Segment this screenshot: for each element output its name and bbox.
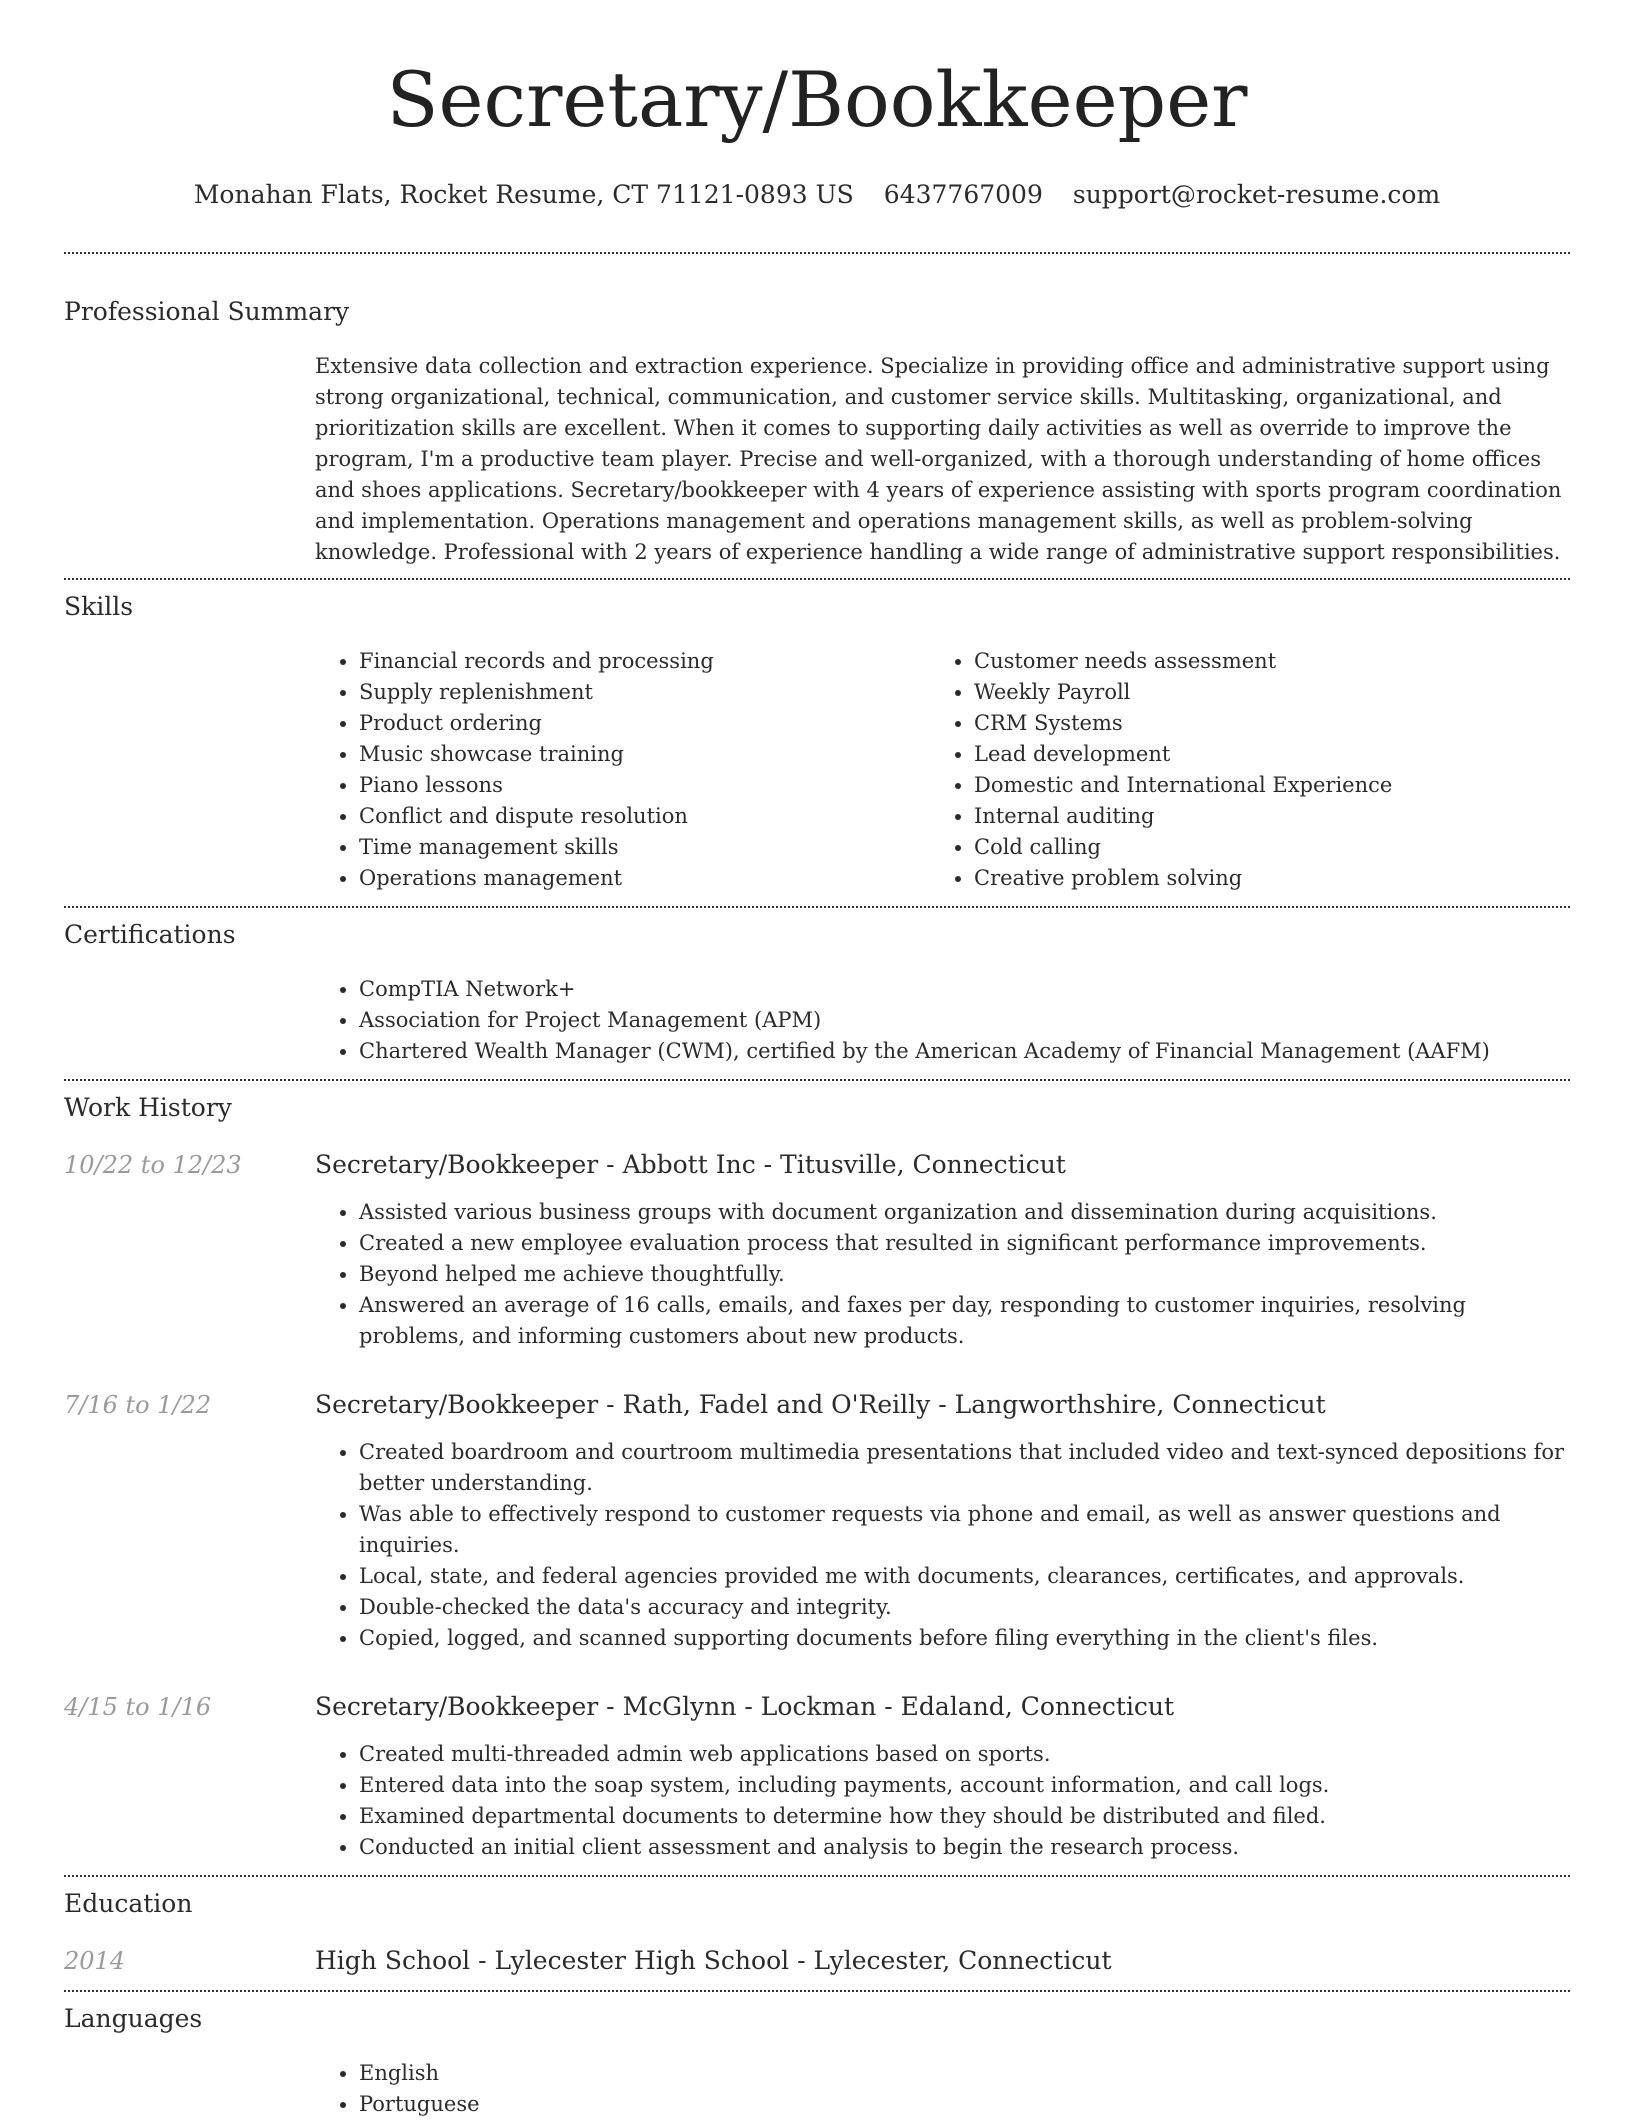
contact-line <box>64 178 1570 212</box>
list-item: • Conflict and dispute resolution <box>359 801 930 832</box>
job-bullet-list <box>315 1197 1570 1352</box>
list-item: • Double-checked the data's accuracy and integrity. <box>359 1592 1570 1623</box>
section-title-skills: Skills <box>64 592 134 621</box>
job-header <box>64 1690 1570 1724</box>
list-item: • Domestic and International Experience <box>974 770 1545 801</box>
divider <box>64 252 1570 254</box>
list-item: • CRM Systems <box>974 708 1545 739</box>
list-item: • Entered data into the soap system, including payments, account information, and call logs. <box>359 1770 1570 1801</box>
skills-list-left <box>315 646 930 894</box>
job-header <box>64 1148 1570 1182</box>
contact-email: support@rocket-resume.com <box>1072 180 1441 209</box>
job-bullets <box>315 1437 1570 1654</box>
contact-phone: 6437767009 <box>883 180 1043 209</box>
contact-address: Monahan Flats, Rocket Resume, CT 71121-0893 US <box>193 180 854 209</box>
job-bullet-list <box>315 1437 1570 1654</box>
divider <box>64 906 1570 908</box>
languages-section <box>315 2058 1570 2120</box>
job-bullets <box>315 1739 1570 1863</box>
job-title: Secretary/Bookkeeper - Rath, Fadel and O'Reilly - Langworthshire, Connecticut <box>315 1390 1326 1419</box>
list-item: • English <box>359 2058 1570 2089</box>
resume-header <box>64 0 1570 212</box>
list-item: • Conducted an initial client assessment and analysis to begin the research process. <box>359 1832 1570 1863</box>
divider <box>64 1875 1570 1877</box>
job-entry <box>64 1690 1570 1863</box>
list-item: • Portuguese <box>359 2089 1570 2120</box>
list-item: • Customer needs assessment <box>974 646 1545 677</box>
section-title-work-history: Work History <box>64 1093 232 1122</box>
job-header <box>64 1388 1570 1422</box>
list-item: • Copied, logged, and scanned supporting documents before filing everything in the client's files. <box>359 1623 1570 1654</box>
list-item: • Association for Project Management (APM) <box>359 1005 1570 1036</box>
section-title-summary: Professional Summary <box>64 297 350 326</box>
education-entry <box>64 1944 1570 1978</box>
list-item: • Financial records and processing <box>359 646 930 677</box>
job-dates: 10/22 to 12/23 <box>64 1151 242 1179</box>
list-item: • Creative problem solving <box>974 863 1545 894</box>
languages-list <box>315 2058 1570 2120</box>
education-date: 2014 <box>64 1947 126 1975</box>
list-item: • Operations management <box>359 863 930 894</box>
list-item: • Created a new employee evaluation process that resulted in significant performance improvements. <box>359 1228 1570 1259</box>
divider <box>64 1079 1570 1081</box>
job-title: Secretary/Bookkeeper - McGlynn - Lockman - Edaland, Connecticut <box>315 1692 1175 1721</box>
divider <box>64 578 1570 580</box>
section-title-languages: Languages <box>64 2004 203 2033</box>
list-item: • Created boardroom and courtroom multimedia presentations that included video and text-synced depositions for better understanding. <box>359 1437 1570 1499</box>
job-entry <box>64 1148 1570 1352</box>
divider <box>64 1990 1570 1992</box>
education-details: High School - Lylecester High School - Lylecester, Connecticut <box>315 1946 1112 1975</box>
list-item: • Cold calling <box>974 832 1545 863</box>
list-item: • Was able to effectively respond to customer requests via phone and email, as well as answer questions and inquiries. <box>359 1499 1570 1561</box>
skills-section <box>315 646 1570 894</box>
list-item: • Beyond helped me achieve thoughtfully. <box>359 1259 1570 1290</box>
job-dates: 4/15 to 1/16 <box>64 1693 212 1721</box>
resume-page <box>64 0 1570 2116</box>
list-item: • Weekly Payroll <box>974 677 1545 708</box>
job-entry <box>64 1388 1570 1654</box>
list-item: • Supply replenishment <box>359 677 930 708</box>
list-item: • Product ordering <box>359 708 930 739</box>
summary-section <box>315 351 1570 568</box>
list-item: • Music showcase training <box>359 739 930 770</box>
job-bullets <box>315 1197 1570 1352</box>
skills-list-right <box>930 646 1545 894</box>
list-item: • Created multi-threaded admin web applications based on sports. <box>359 1739 1570 1770</box>
list-item: • Internal auditing <box>974 801 1545 832</box>
list-item: • Lead development <box>974 739 1545 770</box>
section-title-education: Education <box>64 1889 193 1918</box>
certifications-list <box>315 974 1570 1067</box>
candidate-name: Secretary/Bookkeeper <box>386 55 1248 144</box>
list-item: • Assisted various business groups with document organization and dissemination during acquisitions. <box>359 1197 1570 1228</box>
list-item: • Examined departmental documents to determine how they should be distributed and filed. <box>359 1801 1570 1832</box>
summary-text: Extensive data collection and extraction experience. Specialize in providing office and administrative support using strong organizational, technical, communication, and customer service skills. Multitasking, organizational, and prioritization skills are excellent. When it comes to supporting daily activities as well as override to improve the program, I'm a productive team player. Precise and well-organized, with a thorough understanding of home offices and shoes applications. Secretary/bookkeeper with 4 years of experience assisting with sports program coordination and implementation. Operations management and operations management skills, as well as problem-solving knowledge. Professional with 2 years of experience handling a wide range of administrative support responsibilities. <box>315 354 1562 564</box>
list-item: • CompTIA Network+ <box>359 974 1570 1005</box>
job-title: Secretary/Bookkeeper - Abbott Inc - Titusville, Connecticut <box>315 1150 1066 1179</box>
job-dates: 7/16 to 1/22 <box>64 1391 212 1419</box>
list-item: • Time management skills <box>359 832 930 863</box>
list-item: • Chartered Wealth Manager (CWM), certified by the American Academy of Financial Management (AAFM) <box>359 1036 1570 1067</box>
section-title-certifications: Certifications <box>64 920 236 949</box>
certifications-section <box>315 974 1570 1067</box>
job-bullet-list <box>315 1739 1570 1863</box>
list-item: • Answered an average of 16 calls, emails, and faxes per day, responding to customer inquiries, resolving problems, and informing customers about new products. <box>359 1290 1570 1352</box>
list-item: • Local, state, and federal agencies provided me with documents, clearances, certificates, and approvals. <box>359 1561 1570 1592</box>
list-item: • Piano lessons <box>359 770 930 801</box>
